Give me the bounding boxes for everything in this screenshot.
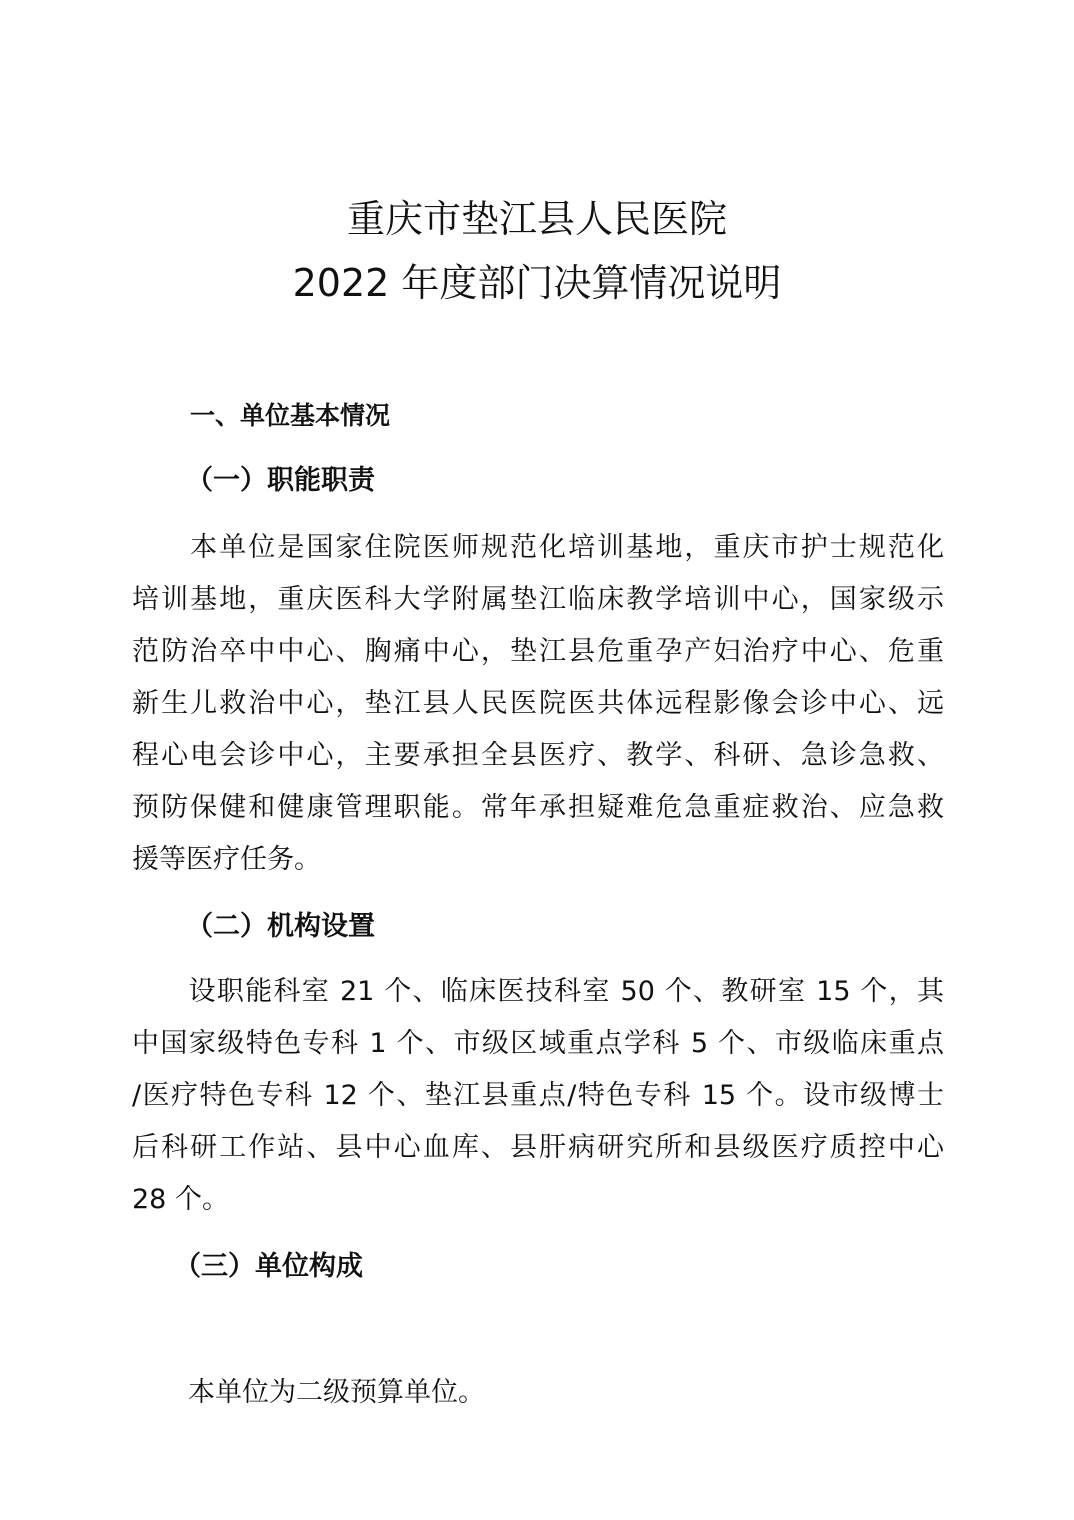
paragraph-organization — [132, 966, 944, 1226]
document-title-line2: 2022 年度部门决算情况说明 — [292, 261, 782, 305]
subsection-heading-functions: （一）职能职责 — [186, 465, 375, 496]
paragraph-line: /医疗特色专科 12 个、垫江县重点/特色专科 15 个。设市级博士 — [132, 1080, 944, 1111]
paragraph-line: 范防治卒中中心、胸痛中心，垫江县危重孕产妇治疗中心、危重 — [132, 636, 944, 667]
paragraph-line: 后科研工作站、县中心血库、县肝病研究所和县级医疗质控中心 — [132, 1132, 944, 1163]
paragraph-line: 新生儿救治中心，垫江县人民医院医共体远程影像会诊中心、远 — [132, 688, 944, 719]
paragraph-line: 28 个。 — [132, 1184, 229, 1215]
paragraph-line: 中国家级特色专科 1 个、市级区域重点学科 5 个、市级临床重点 — [132, 1028, 944, 1059]
paragraph-composition: 本单位为二级预算单位。 — [188, 1377, 485, 1408]
paragraph-functions — [132, 522, 944, 886]
section-heading-basic-info: 一、单位基本情况 — [190, 401, 391, 430]
document-title-line1: 重庆市垫江县人民医院 — [346, 197, 727, 241]
paragraph-line: 援等医疗任务。 — [132, 844, 321, 875]
subsection-heading-organization: （二）机构设置 — [186, 911, 375, 942]
paragraph-line: 本单位是国家住院医师规范化培训基地，重庆市护士规范化 — [132, 532, 944, 563]
paragraph-line: 培训基地，重庆医科大学附属垫江临床教学培训中心，国家级示 — [132, 584, 944, 615]
subsection-heading-composition: （三）单位构成 — [174, 1251, 363, 1282]
paragraph-line: 预防保健和健康管理职能。常年承担疑难危急重症救治、应急救 — [132, 792, 944, 823]
paragraph-line: 设职能科室 21 个、临床医技科室 50 个、教研室 15 个，其 — [132, 976, 944, 1007]
paragraph-line: 程心电会诊中心，主要承担全县医疗、教学、科研、急诊急救、 — [132, 740, 944, 771]
